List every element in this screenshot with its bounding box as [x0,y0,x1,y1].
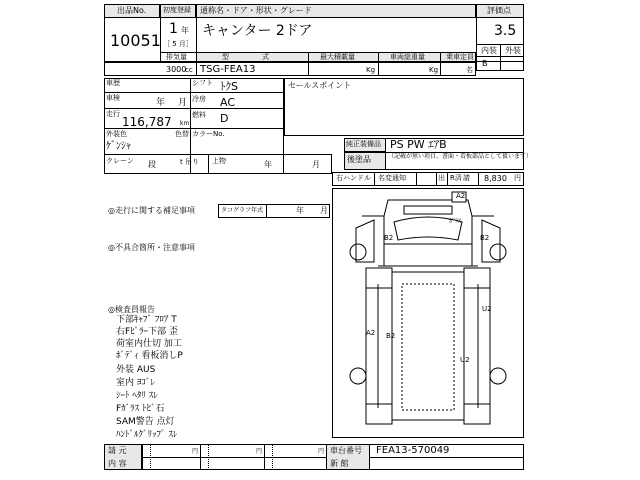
inspection-year-unit: 年 [156,98,166,108]
fuel-label: 燃料 [192,111,206,119]
mark-a2-top: A2 [456,192,466,200]
naiyo-label: 内 容 [108,459,127,468]
model-label: 型 [222,53,229,61]
exterior-label: 外装 [505,46,521,55]
displacement-label: 排気量 [166,53,187,61]
meigi-label: 名変通知 [378,174,406,182]
first-reg-year: 1 [169,21,178,37]
history-label: 車歴 [106,79,120,87]
tacho-month-unit: 月 [320,206,328,215]
mark-u2-right-low: U2 [460,356,470,364]
displacement-unit: cc [185,66,193,74]
inspector-line: 荷室内仕切 加工 [116,339,182,349]
sales-point-label: セールスポイント [288,81,352,90]
hosou-label: 後塗品 [347,155,371,164]
shinkan-label: 新 館 [330,459,349,468]
mark-a2-left: A2 [366,329,376,337]
inspector-line: ｼｰﾄ ﾍﾀﾘ ｽﾚ [116,391,158,401]
ac-label: 冷房 [192,95,206,103]
model-value: TSG-FEA13 [200,64,256,75]
max-load-unit: Kg [366,66,376,74]
color-value: ｹﾞﾝｼｬ [106,141,131,152]
grade-value: 3.5 [494,23,517,39]
upper-label: 上物 [212,157,226,165]
interior-grade: B [482,59,488,68]
crane-tsuri: t 吊り [180,158,199,166]
fuel-value: D [220,112,229,125]
seikyu-label: 請 元 [108,446,127,455]
supplement-title: ◎走行に関する補足事項 [108,206,195,215]
color-label: 外装色 [106,130,127,138]
vehicle-diagram [332,188,524,438]
mileage-label: 走行 [106,110,120,118]
equipment-value: PS PW ｴｱB [390,138,447,151]
inspector-line: ﾎﾞﾃﾞｨ 看板消しP [116,351,183,361]
inspector-line: SAM警告 点灯 [116,417,175,427]
yen-3: 円 [318,448,325,455]
yen-1: 円 [192,448,199,455]
r-label-2: 請 [463,174,470,182]
inspector-line: Fｶﾞﾗｽ ﾄﾋﾞ石 [116,404,165,414]
color-no-label: カラーNo. [192,130,225,138]
upper-year-unit: 年 [264,160,272,169]
inspection-label: 車検 [106,94,120,102]
inspector-title: ◎検査員報告 [108,305,155,314]
color-change-label: 色替 [175,130,189,138]
mark-b2-right-front: B2 [480,234,490,242]
interior-label: 内装 [481,46,497,55]
yen-2: 円 [256,448,263,455]
r-label: R済 [450,174,462,182]
first-reg-year-unit: 年 [181,26,189,35]
inspector-line: 外装 AUS [116,365,156,375]
mark-u2-right: U2 [482,305,492,313]
inspection-fee-unit: 円 [514,174,521,182]
defects-title: ◎不具合箇所・注意事項 [108,243,195,252]
upper-month-unit: 月 [312,160,320,169]
inspection-fee: 8,830 [484,174,507,183]
inspector-line: 下部ｷｬﾌﾞ ﾌﾛｱ T [116,315,177,325]
lot-number: 10051 [110,31,161,50]
lot-label: 出品No. [117,6,147,15]
displacement-value: 3000 [166,65,187,74]
inspector-line: 室内 ﾖｺﾞﾚ [116,378,155,388]
chassis-label: 車台番号 [330,446,362,455]
car-name: キャンター 2ドア [202,23,313,39]
mark-b2-left-front: B2 [384,234,394,242]
capacity-unit: 名 [466,66,473,74]
hosou-note: （記載が無い項目、書面・看板部品として扱います） [388,153,533,160]
inspector-line: ﾊﾝﾄﾞﾙｸﾞﾘｯﾌﾟ ｽﾚ [116,430,178,440]
shift-label: シフト [192,79,213,87]
shift-value: ﾄｸS [220,80,238,93]
curb-weight-unit: Kg [429,66,439,74]
shaken-mark: 出 [438,174,445,182]
first-reg-month: ［ 5 月］ [163,40,193,48]
mileage-unit: km [180,120,190,127]
ac-value: AC [220,96,236,109]
chassis-number: FEA13-570049 [376,445,450,456]
inspection-month-unit: 月 [178,98,188,108]
mileage-value: 116,787 [122,115,172,129]
max-load-label: 最大積載量 [320,53,355,61]
handle-label: 右ハンドル [336,174,371,182]
tacho-label: タコグラフ年式 [221,207,264,214]
mark-b2-left-mid: B2 [386,332,396,340]
grade-label: 評価点 [487,6,511,15]
inspector-line: 右Fﾋﾟﾗｰ下部 歪 [116,327,179,337]
inspector-list [116,316,296,444]
curb-weight-label: 車両総重量 [390,53,425,61]
car-name-label: 通称名・ドア・形状・グレード [200,6,312,15]
capacity-label: 乗車定員 [446,53,474,61]
tacho-year-unit: 年 [296,206,304,215]
mark-glass: ｶﾞﾗｽ [449,218,462,225]
first-reg-label: 初度登録 [163,6,191,14]
crane-stage-unit: 段 [148,160,156,169]
equipment-label: 純正装備品 [346,140,381,148]
model-label-2: 式 [262,53,269,61]
crane-label: クレーン [106,157,134,165]
